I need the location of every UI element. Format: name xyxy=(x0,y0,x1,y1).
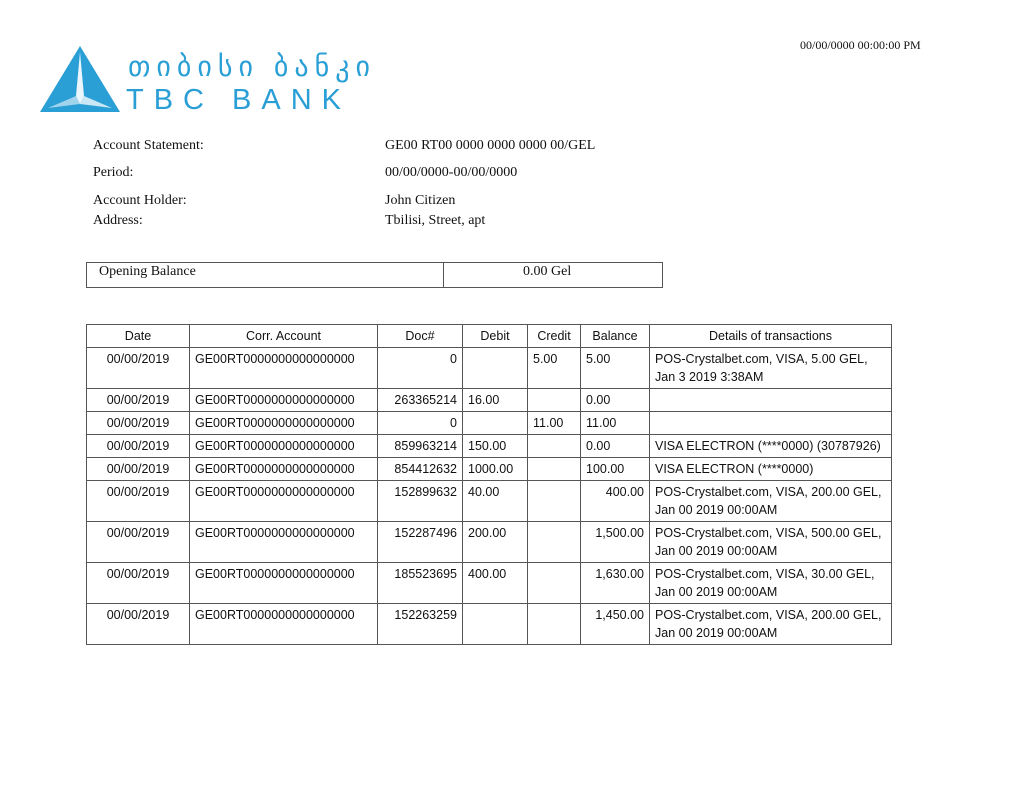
tbc-bank-logo xyxy=(40,46,377,119)
cell-corr-account: GE00RT0000000000000000 xyxy=(190,412,378,435)
table-row xyxy=(87,435,892,458)
cell-doc: 859963214 xyxy=(378,435,463,458)
cell-balance: 5.00 xyxy=(581,348,650,389)
opening-balance-box xyxy=(86,262,663,288)
cell-date: 00/00/2019 xyxy=(87,481,190,522)
cell-corr-account: GE00RT0000000000000000 xyxy=(190,389,378,412)
address-value: Tbilisi, Street, apt xyxy=(385,213,486,228)
table-row xyxy=(87,481,892,522)
cell-doc: 0 xyxy=(378,412,463,435)
cell-debit: 150.00 xyxy=(463,435,528,458)
table-row xyxy=(87,563,892,604)
cell-doc: 185523695 xyxy=(378,563,463,604)
cell-corr-account: GE00RT0000000000000000 xyxy=(190,604,378,645)
logo-georgian-text: თიბისი ბანკი xyxy=(128,50,377,83)
cell-details xyxy=(650,412,892,435)
cell-credit xyxy=(528,522,581,563)
cell-details: POS-Crystalbet.com, VISA, 30.00 GEL, Jan 00 2019 00:00AM xyxy=(650,563,892,604)
header-balance: Balance xyxy=(581,325,650,348)
cell-debit xyxy=(463,604,528,645)
cell-doc: 152287496 xyxy=(378,522,463,563)
cell-credit xyxy=(528,435,581,458)
opening-balance-label: Opening Balance xyxy=(99,264,196,279)
period-value: 00/00/0000-00/00/0000 xyxy=(385,165,518,180)
cell-doc: 152263259 xyxy=(378,604,463,645)
cell-debit: 16.00 xyxy=(463,389,528,412)
cell-balance: 1,500.00 xyxy=(581,522,650,563)
cell-balance: 0.00 xyxy=(581,435,650,458)
cell-details: VISA ELECTRON (****0000) (30787926) xyxy=(650,435,892,458)
table-row xyxy=(87,458,892,481)
cell-details: POS-Crystalbet.com, VISA, 200.00 GEL, Jan 00 2019 00:00AM xyxy=(650,481,892,522)
table-row xyxy=(87,604,892,645)
cell-date: 00/00/2019 xyxy=(87,348,190,389)
cell-balance: 1,630.00 xyxy=(581,563,650,604)
cell-date: 00/00/2019 xyxy=(87,522,190,563)
cell-corr-account: GE00RT0000000000000000 xyxy=(190,481,378,522)
opening-balance-divider xyxy=(443,263,444,287)
table-row xyxy=(87,522,892,563)
header-credit: Credit xyxy=(528,325,581,348)
cell-balance: 11.00 xyxy=(581,412,650,435)
cell-balance: 100.00 xyxy=(581,458,650,481)
cell-debit xyxy=(463,348,528,389)
cell-date: 00/00/2019 xyxy=(87,604,190,645)
statement-datetime: 00/00/0000 00:00:00 PM xyxy=(800,38,921,52)
cell-corr-account: GE00RT0000000000000000 xyxy=(190,563,378,604)
cell-credit: 11.00 xyxy=(528,412,581,435)
cell-corr-account: GE00RT0000000000000000 xyxy=(190,348,378,389)
cell-doc: 854412632 xyxy=(378,458,463,481)
cell-corr-account: GE00RT0000000000000000 xyxy=(190,522,378,563)
cell-balance: 400.00 xyxy=(581,481,650,522)
period-label: Period: xyxy=(93,165,134,180)
tbc-triangle-icon xyxy=(40,46,120,114)
cell-debit: 1000.00 xyxy=(463,458,528,481)
cell-credit xyxy=(528,563,581,604)
cell-date: 00/00/2019 xyxy=(87,412,190,435)
cell-debit xyxy=(463,412,528,435)
opening-balance-value: 0.00 Gel xyxy=(523,264,572,279)
header-doc: Doc# xyxy=(378,325,463,348)
account-statement-label: Account Statement: xyxy=(93,138,204,153)
table-row xyxy=(87,412,892,435)
cell-doc: 263365214 xyxy=(378,389,463,412)
header-corr-account: Corr. Account xyxy=(190,325,378,348)
table-row xyxy=(87,348,892,389)
cell-date: 00/00/2019 xyxy=(87,563,190,604)
account-holder-label: Account Holder: xyxy=(93,193,187,208)
cell-doc: 152899632 xyxy=(378,481,463,522)
cell-credit: 5.00 xyxy=(528,348,581,389)
header-date: Date xyxy=(87,325,190,348)
cell-doc: 0 xyxy=(378,348,463,389)
transactions-table xyxy=(86,324,892,645)
header-details: Details of transactions xyxy=(650,325,892,348)
cell-date: 00/00/2019 xyxy=(87,389,190,412)
account-holder-value: John Citizen xyxy=(385,193,456,208)
cell-date: 00/00/2019 xyxy=(87,458,190,481)
cell-credit xyxy=(528,458,581,481)
cell-debit: 200.00 xyxy=(463,522,528,563)
header-debit: Debit xyxy=(463,325,528,348)
cell-date: 00/00/2019 xyxy=(87,435,190,458)
cell-credit xyxy=(528,481,581,522)
cell-debit: 40.00 xyxy=(463,481,528,522)
cell-details: POS-Crystalbet.com, VISA, 200.00 GEL, Jan 00 2019 00:00AM xyxy=(650,604,892,645)
cell-credit xyxy=(528,389,581,412)
cell-corr-account: GE00RT0000000000000000 xyxy=(190,458,378,481)
cell-balance: 1,450.00 xyxy=(581,604,650,645)
cell-credit xyxy=(528,604,581,645)
table-row xyxy=(87,389,892,412)
cell-debit: 400.00 xyxy=(463,563,528,604)
address-label: Address: xyxy=(93,213,143,228)
cell-details: VISA ELECTRON (****0000) xyxy=(650,458,892,481)
cell-details: POS-Crystalbet.com, VISA, 5.00 GEL, Jan 3 2019 3:38AM xyxy=(650,348,892,389)
cell-corr-account: GE00RT0000000000000000 xyxy=(190,435,378,458)
cell-details xyxy=(650,389,892,412)
cell-details: POS-Crystalbet.com, VISA, 500.00 GEL, Jan 00 2019 00:00AM xyxy=(650,522,892,563)
table-header-row xyxy=(87,325,892,348)
account-statement-value: GE00 RT00 0000 0000 0000 00/GEL xyxy=(385,138,596,153)
cell-balance: 0.00 xyxy=(581,389,650,412)
logo-english-text: TBC BANK xyxy=(126,84,352,116)
